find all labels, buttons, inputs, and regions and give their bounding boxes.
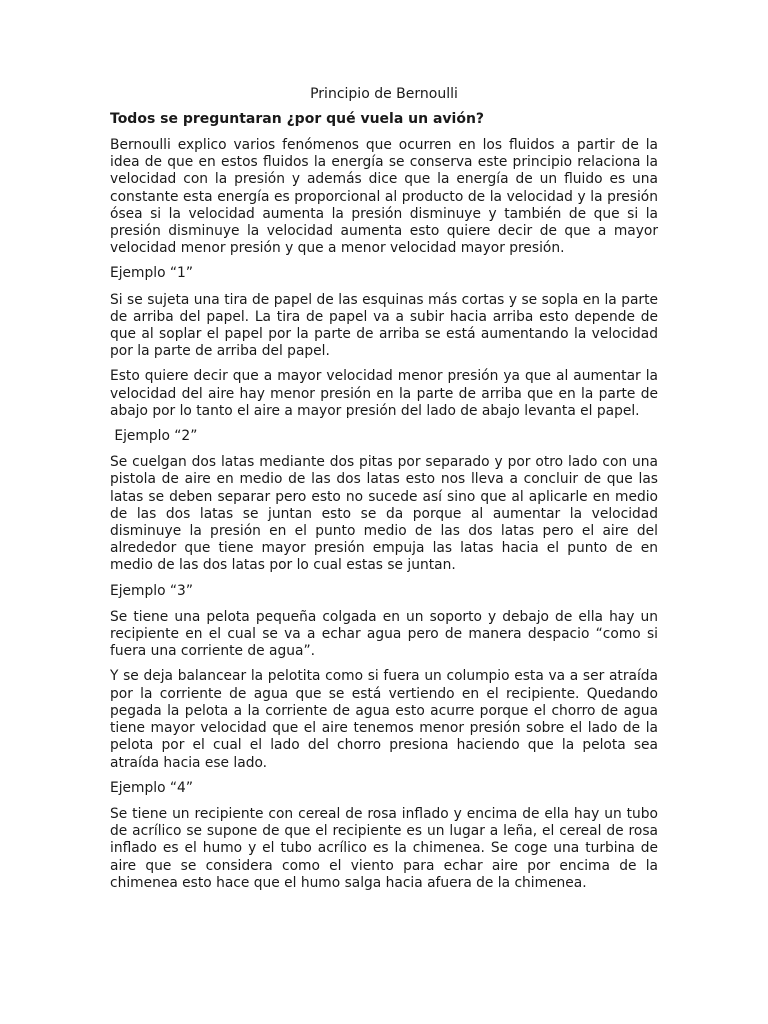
example-4-label: Ejemplo “4” xyxy=(110,779,193,796)
example-2-paragraph-1: Se cuelgan dos latas mediante dos pitas por separado y por otro lado con una pistola de aire en medio de las dos latas esto nos lleva a concluir de que las latas se deben separar pero esto no sucede así sino que al aplicarle en medio de las dos latas se juntan esto se da porque al aumentar la velocidad disminuye la presión en el punto medio de las dos latas pero el aire del alrededor que tiene mayor presión empuja las latas hacia el punto de en medio de las dos latas por lo cual estas se juntan. xyxy=(110,454,658,574)
document-subtitle: Todos se preguntaran ¿por qué vuela un avión? xyxy=(110,111,485,127)
intro-paragraph: Bernoulli explico varios fenómenos que ocurren en los fluidos a partir de la idea de que en estos fluidos la energía se conserva este principio relaciona la velocidad con la presión y además dice que la energía de un fluido es una constante esta energía es proporcional al producto de la velocidad y la presión ósea si la velocidad aumenta la presión disminuye y también de que si la presión disminuye la velocidad aumenta esto quiere decir de que a mayor velocidad menor presión y que a menor velocidad mayor presión. xyxy=(110,137,658,257)
document-body xyxy=(110,110,658,900)
example-3-paragraph-2: Y se deja balancear la pelotita como si fuera un columpio esta va a ser atraída por la corriente de agua que se está vertiendo en el recipiente. Quedando pegada la pelota a la corriente de agua esto acurre porque el chorro de agua tiene mayor velocidad que el aire tenemos menor presión sobre el lado de la pelota por el cual el lado del chorro presiona haciendo que la pelota sea atraída hacia ese lado. xyxy=(110,668,658,771)
example-4-paragraph-1: Se tiene un recipiente con cereal de rosa inflado y encima de ella hay un tubo de acrílico se supone de que el recipiente es un lugar a leña, el cereal de rosa inflado es el humo y el tubo acrílico es la chimenea. Se coge una turbina de aire que se considera como el viento para echar aire por encima de la chimenea esto hace que el humo salga hacia afuera de la chimenea. xyxy=(110,805,658,891)
example-2-label: Ejemplo “2” xyxy=(110,428,198,445)
document-title: Principio de Bernoulli xyxy=(310,86,458,102)
example-1-paragraph-2: Esto quiere decir que a mayor velocidad menor presión ya que al aumentar la velocidad del aire hay menor presión en la parte de arriba que en la parte de abajo por lo tanto el aire a mayor presión del lado de abajo levanta el papel. xyxy=(110,368,658,419)
example-1-paragraph-1: Si se sujeta una tira de papel de las esquinas más cortas y se sopla en la parte de arriba del papel. La tira de papel va a subir hacia arriba esto depende de que al soplar el papel por la parte de arriba se está aumentando la velocidad por la parte de arriba del papel. xyxy=(110,291,658,360)
example-3-paragraph-1: Se tiene una pelota pequeña colgada en un soporto y debajo de ella hay un recipiente en el cual se va a echar agua pero de manera despacio “como si fuera una corriente de agua”. xyxy=(110,608,658,660)
example-1-label: Ejemplo “1” xyxy=(110,265,193,282)
example-3-label: Ejemplo “3” xyxy=(110,582,193,599)
